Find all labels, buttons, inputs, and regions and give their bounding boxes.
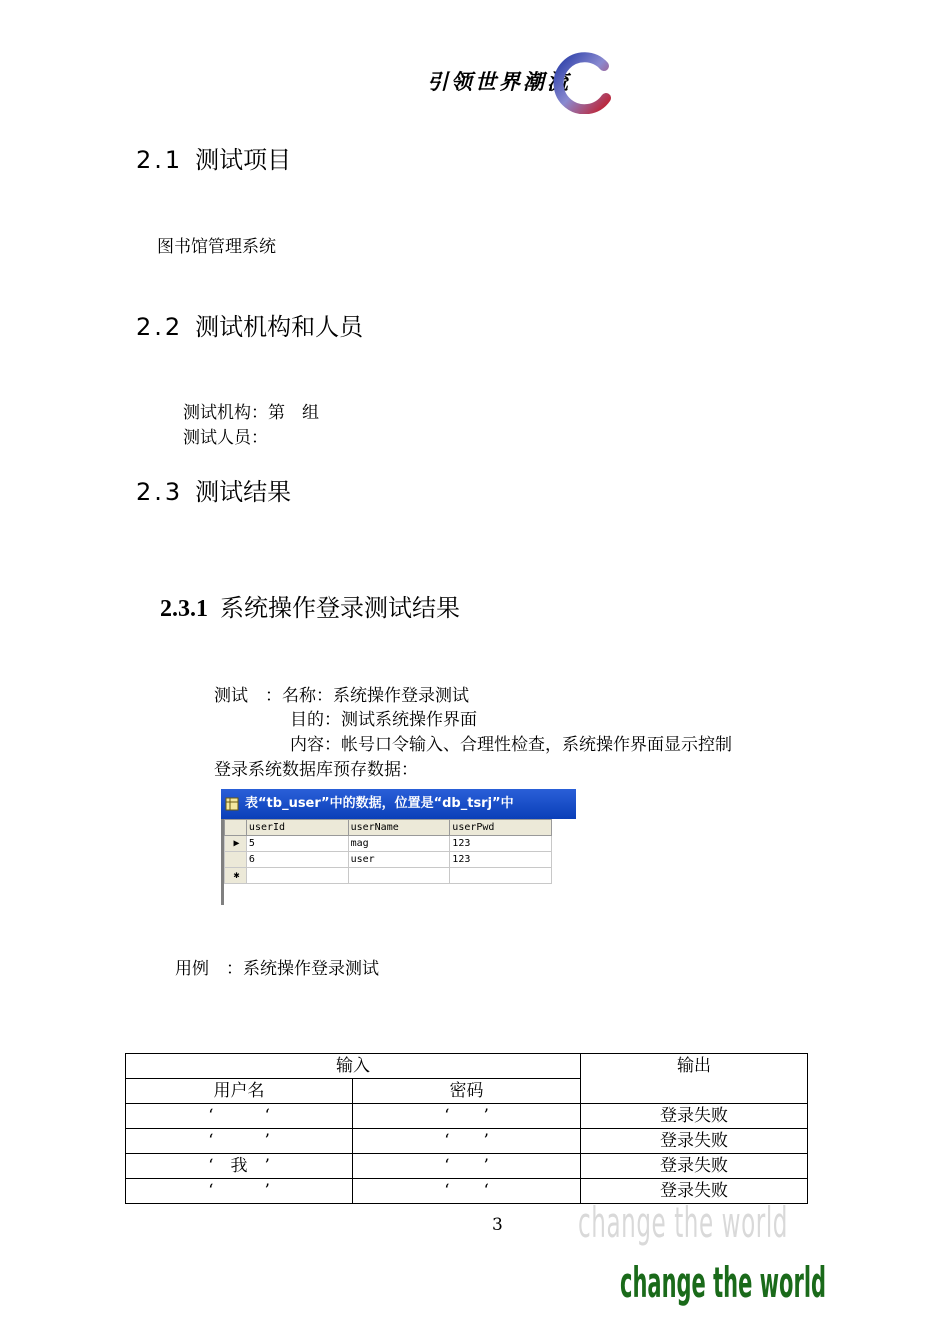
cell-username: ‘ ‘ xyxy=(126,1104,353,1129)
db-presaved-line: 登录系统数据库预存数据： xyxy=(214,760,418,780)
login-results-table xyxy=(125,1053,808,1204)
column-header-username[interactable]: userName xyxy=(348,820,450,836)
cell-password: ‘ ’ xyxy=(353,1104,581,1129)
cell-output: 登录失败 xyxy=(581,1104,808,1129)
cell-username: ‘ ’ xyxy=(126,1129,353,1154)
table-row xyxy=(126,1104,808,1129)
header-password: 密码 xyxy=(353,1079,581,1104)
watermark-dark: change the world xyxy=(620,1258,827,1307)
column-header-userid[interactable]: userId xyxy=(246,820,348,836)
cell-userid[interactable]: 6 xyxy=(246,852,348,868)
cell-username[interactable] xyxy=(348,868,450,884)
row-selector-header xyxy=(225,820,247,836)
c-logo-icon xyxy=(552,52,614,114)
db-data-grid[interactable] xyxy=(221,819,552,905)
table-row xyxy=(126,1154,808,1179)
test-content-line: 内容：帐号口令输入、合理性检查，系统操作界面显示控制 xyxy=(290,735,732,755)
cell-username: ‘ ’ xyxy=(126,1179,353,1204)
db-window-titlebar xyxy=(221,789,576,819)
cell-password: ‘ ’ xyxy=(353,1154,581,1179)
new-row[interactable] xyxy=(225,868,552,884)
section-2-1-body: 图书馆管理系统 xyxy=(157,237,276,257)
header-logo-text: 引领世界潮流 xyxy=(427,69,571,94)
cell-userid[interactable] xyxy=(246,868,348,884)
current-row-marker-icon: ▶ xyxy=(225,836,247,852)
test-organization: 测试机构：第 组 xyxy=(183,403,319,423)
usecase-line: 用例 ：系统操作登录测试 xyxy=(175,959,379,979)
watermark-light: change the world xyxy=(578,1198,789,1247)
cell-username[interactable]: user xyxy=(348,852,450,868)
header-input: 输入 xyxy=(126,1054,581,1079)
column-header-userpwd[interactable]: userPwd xyxy=(450,820,552,836)
test-name-line: 测试 ：名称：系统操作登录测试 xyxy=(214,686,469,706)
row-selector xyxy=(225,852,247,868)
cell-username[interactable]: mag xyxy=(348,836,450,852)
cell-userid[interactable]: 5 xyxy=(246,836,348,852)
table-row[interactable] xyxy=(225,852,552,868)
page-number: 3 xyxy=(492,1215,503,1235)
section-2-2-heading: 2.2 测试机构和人员 xyxy=(136,313,364,341)
cell-userpwd[interactable]: 123 xyxy=(450,836,552,852)
header-output: 输出 xyxy=(581,1054,808,1104)
new-row-marker-icon: ✱ xyxy=(225,868,247,884)
table-icon xyxy=(225,797,239,811)
section-2-3-heading: 2.3 测试结果 xyxy=(136,478,292,506)
section-2-3-1-heading: 2.3.1 系统操作登录测试结果 xyxy=(160,594,460,622)
section-2-1-heading: 2.1 测试项目 xyxy=(136,146,292,174)
table-row[interactable] xyxy=(225,836,552,852)
db-table-window xyxy=(221,789,576,905)
cell-username: ‘ 我 ’ xyxy=(126,1154,353,1179)
cell-userpwd[interactable]: 123 xyxy=(450,852,552,868)
cell-output: 登录失败 xyxy=(581,1129,808,1154)
test-personnel: 测试人员： xyxy=(183,428,268,448)
db-window-title: 表“tb_user”中的数据，位置是“db_tsrj”中 xyxy=(245,796,514,811)
header-username: 用户名 xyxy=(126,1079,353,1104)
cell-output: 登录失败 xyxy=(581,1154,808,1179)
cell-password: ‘ ’ xyxy=(353,1129,581,1154)
test-purpose-line: 目的：测试系统操作界面 xyxy=(290,710,477,730)
cell-password: ‘ ‘ xyxy=(353,1179,581,1204)
cell-output: 登录失败 xyxy=(581,1179,808,1204)
cell-userpwd[interactable] xyxy=(450,868,552,884)
table-row xyxy=(126,1129,808,1154)
